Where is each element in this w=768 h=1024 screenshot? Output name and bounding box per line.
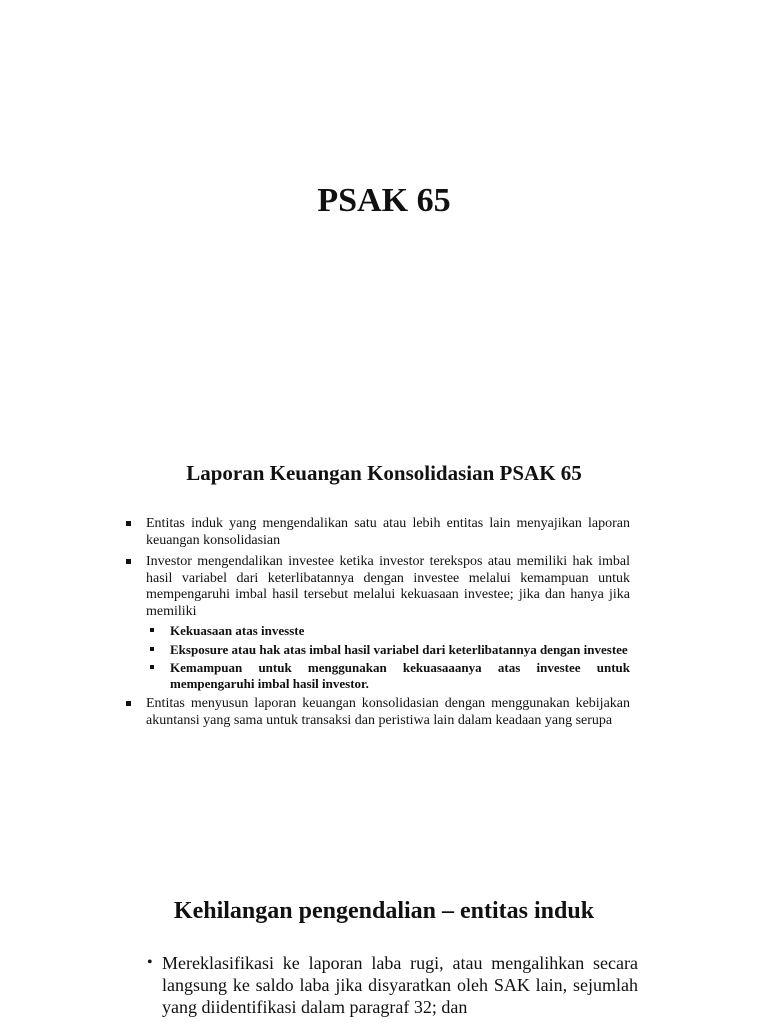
square-bullet-icon bbox=[150, 665, 154, 669]
control-criteria-list bbox=[170, 623, 630, 691]
section-heading-loss-of-control: Kehilangan pengendalian – entitas induk bbox=[173, 898, 595, 924]
sub-list-item bbox=[170, 660, 630, 691]
list-item-text: Mereklasifikasi ke laporan laba rugi, atau mengalihkan secara langsung ke saldo laba jika disyaratkan oleh SAK lain, sejumlah yang diidentifikasi dalam paragraf 32; dan bbox=[162, 953, 638, 1017]
list-item bbox=[146, 516, 630, 549]
sub-list-item-text: Kemampuan untuk menggunakan kekuasaaanya atas investee untuk mempengaruhi imbal hasil investor. bbox=[170, 660, 630, 691]
section-heading-consolidated-reports: Laporan Keuangan Konsolidasian PSAK 65 bbox=[186, 461, 582, 485]
round-bullet-icon: • bbox=[147, 954, 153, 971]
square-bullet-icon bbox=[150, 628, 154, 632]
list-item bbox=[146, 554, 630, 691]
sub-list-item-text: Eksposure atau hak atas imbal hasil variabel dari keterlibatannya dengan investee bbox=[170, 641, 628, 657]
list-item-text: Investor mengendalikan investee ketika investor terekspos atau memiliki hak imbal hasil variabel dari keterlibatannya dengan investee melalui kemampuan untuk mempengaruhi imbal hasil tersebut melalui kekuasaan investee; jika dan hanya jika memiliki bbox=[146, 554, 630, 619]
square-bullet-icon bbox=[150, 647, 154, 651]
list-item bbox=[146, 696, 630, 729]
sub-list-item bbox=[170, 642, 630, 658]
consolidation-bullet-list bbox=[146, 516, 630, 734]
sub-list-item-text: Kekuasaan atas invesste bbox=[170, 623, 305, 638]
slide-title: PSAK 65 bbox=[317, 182, 451, 219]
square-bullet-icon bbox=[126, 701, 131, 706]
square-bullet-icon bbox=[126, 521, 131, 526]
loss-of-control-bullet-list bbox=[147, 952, 638, 1018]
square-bullet-icon bbox=[126, 559, 131, 564]
sub-list-item bbox=[170, 623, 630, 639]
list-item-text: Entitas induk yang mengendalikan satu atau lebih entitas lain menyajikan laporan keuangan konsolidasian bbox=[146, 516, 630, 548]
list-item-text: Entitas menyusun laporan keuangan konsolidasian dengan menggunakan kebijakan akuntansi yang sama untuk transaksi dan peristiwa lain dalam keadaan yang serupa bbox=[146, 696, 630, 728]
list-item bbox=[147, 952, 638, 1018]
